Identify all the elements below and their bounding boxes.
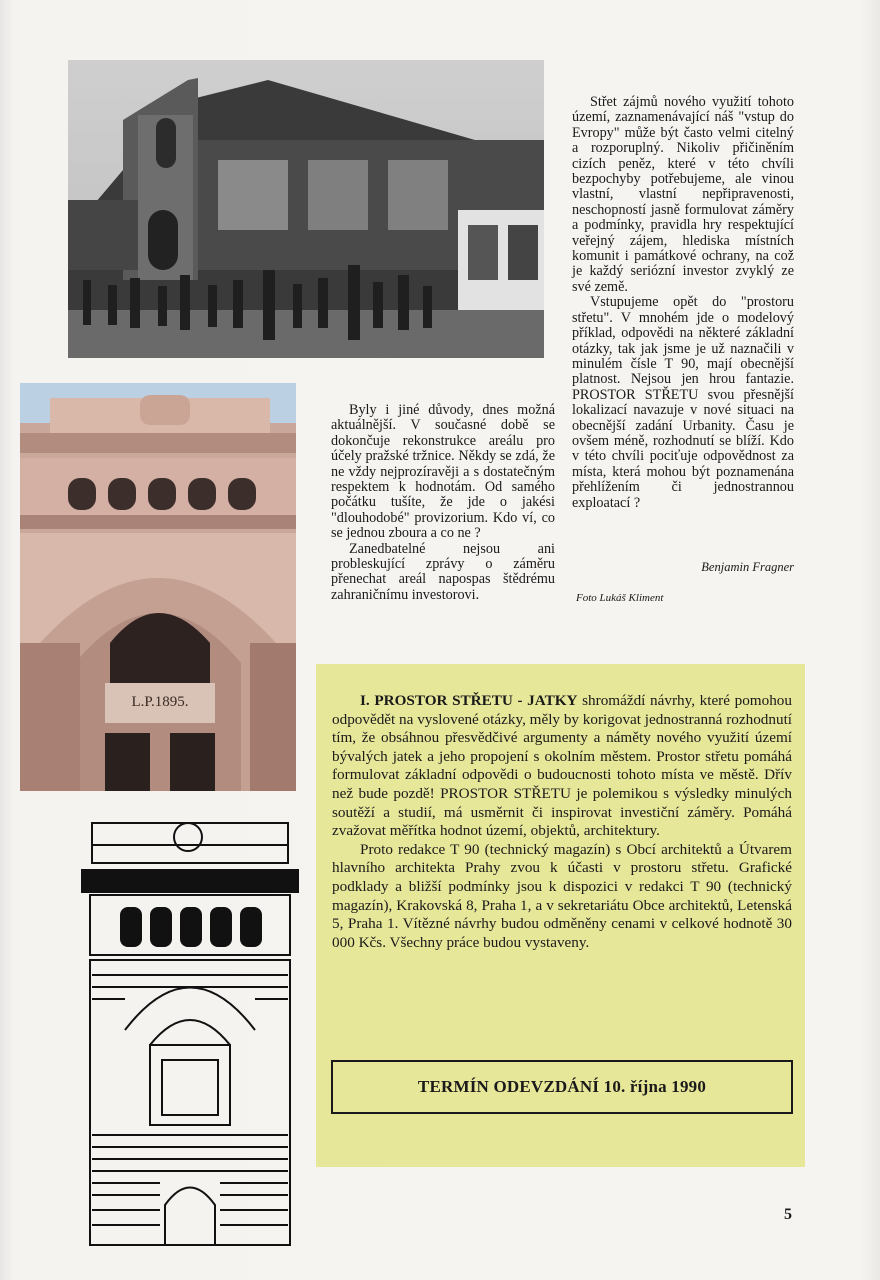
article-paragraph: Zanedbatelné nejsou ani probleskující zprávy o záměru přenechat areál napospas štědrému zahraničnímu investorovi. <box>331 540 555 603</box>
article-paragraph: Střet zájmů nového využití tohoto území, zaznamenávající náš "vstup do Evropy" může být často velmi citelný a rozporuplný. Nikoliv přičiněním cizích peněz, které v této chvíli bezpochyby potřebujeme, ale vinou vlastní, vlastní nepřipravenosti, neschopností jasně formulovat záměry a podmínky, pravidla hry respektující veřejný zájem, hlediska místních komunit i památkové ochrany, na což je každý seriózní investor zvyklý ze své země. <box>572 94 794 295</box>
facade-inscription: L.P.1895. <box>131 694 189 710</box>
competition-lead: I. PROSTOR STŘETU - JATKY <box>360 692 578 709</box>
photo-credit: Foto Lukáš Kliment <box>576 592 664 604</box>
facade-photo <box>20 383 296 791</box>
competition-paragraph: I. PROSTOR STŘETU - JATKY shromáždí návrhy, které pomohou odpovědět na vyslovené otázky, měly by korigovat jednostranná rozhodnutí tím, že obsáhnou přesvědčivé argumenty a náměty nového využití území bývalých jatek a jeho propojení s okolním městem. Prostor střetu pomáhá formulovat základní odpovědi o budoucnosti tohoto místa ve městě. Dřív než bude pozdě! PROSTOR STŘETU je polemikou s výsledky minulých soutěží a studií, má usměrnit či inspirovat investiční záměry. Pomáhá zvažovat měřítka hodnot území, objektů, architektury. <box>332 692 793 840</box>
competition-text <box>332 692 792 952</box>
article-paragraph: Vstupujeme opět do "prostoru střetu". V mnohém jde o modelový příklad, odpovědi na některé základní otázky, tak jak jsme je už naznačili v minulém čísle T 90, mají obecnější platnost. Nejsou jen hrou fantazie. PROSTOR STŘETU svou přesnější lokalizací navazuje v nové situaci na obecnější zadání Urbanity. Času je ovšem méně, rozhodnutí se blíží. Kdo v této chvíli pociťuje odpovědnost za místa, která mohou být poznamenána přehlížením či jednostrannou exploatací ? <box>572 294 794 511</box>
market-hall-photo <box>68 60 544 358</box>
facade-drawing <box>80 815 300 1255</box>
competition-box <box>316 664 805 1167</box>
page-number: 5 <box>784 1206 792 1223</box>
article-paragraph: Byly i jiné důvody, dnes možná aktuálnější. V současné době se dokončuje rekonstrukce areálu pro účely pražské tržnice. Někdy se zdá, že ne vždy nejprozíravěji a s dostatečným respektem k hodnotám. Od samého počátku tušíte, že jde o jakési "dlouhodobé" provizorium. Kdo ví, co se jednou zboura a co ne ? <box>331 402 555 542</box>
author-name: Benjamin Fragner <box>701 560 794 574</box>
article-middle-column <box>331 403 555 603</box>
competition-paragraph: Proto redakce T 90 (technický magazín) s Obcí architektů a Útvarem hlavního architekta Prahy zvou k účasti v prostoru střetu. Grafické podklady a bližší podmínky jsou k dispozici v redakci T 90 (technický magazín), Krakovská 8, Praha 1, a v sekretariátu Obce architektů, Letenská 5, Praha 1. Vítězné návrhy budou odměněny cenami v celkové hodnotě 30 000 Kčs. Všechny práce budou vystaveny. <box>332 840 792 951</box>
deadline-banner: TERMÍN ODEVZDÁNÍ 10. října 1990 <box>331 1060 793 1114</box>
article-right-column <box>572 95 794 511</box>
